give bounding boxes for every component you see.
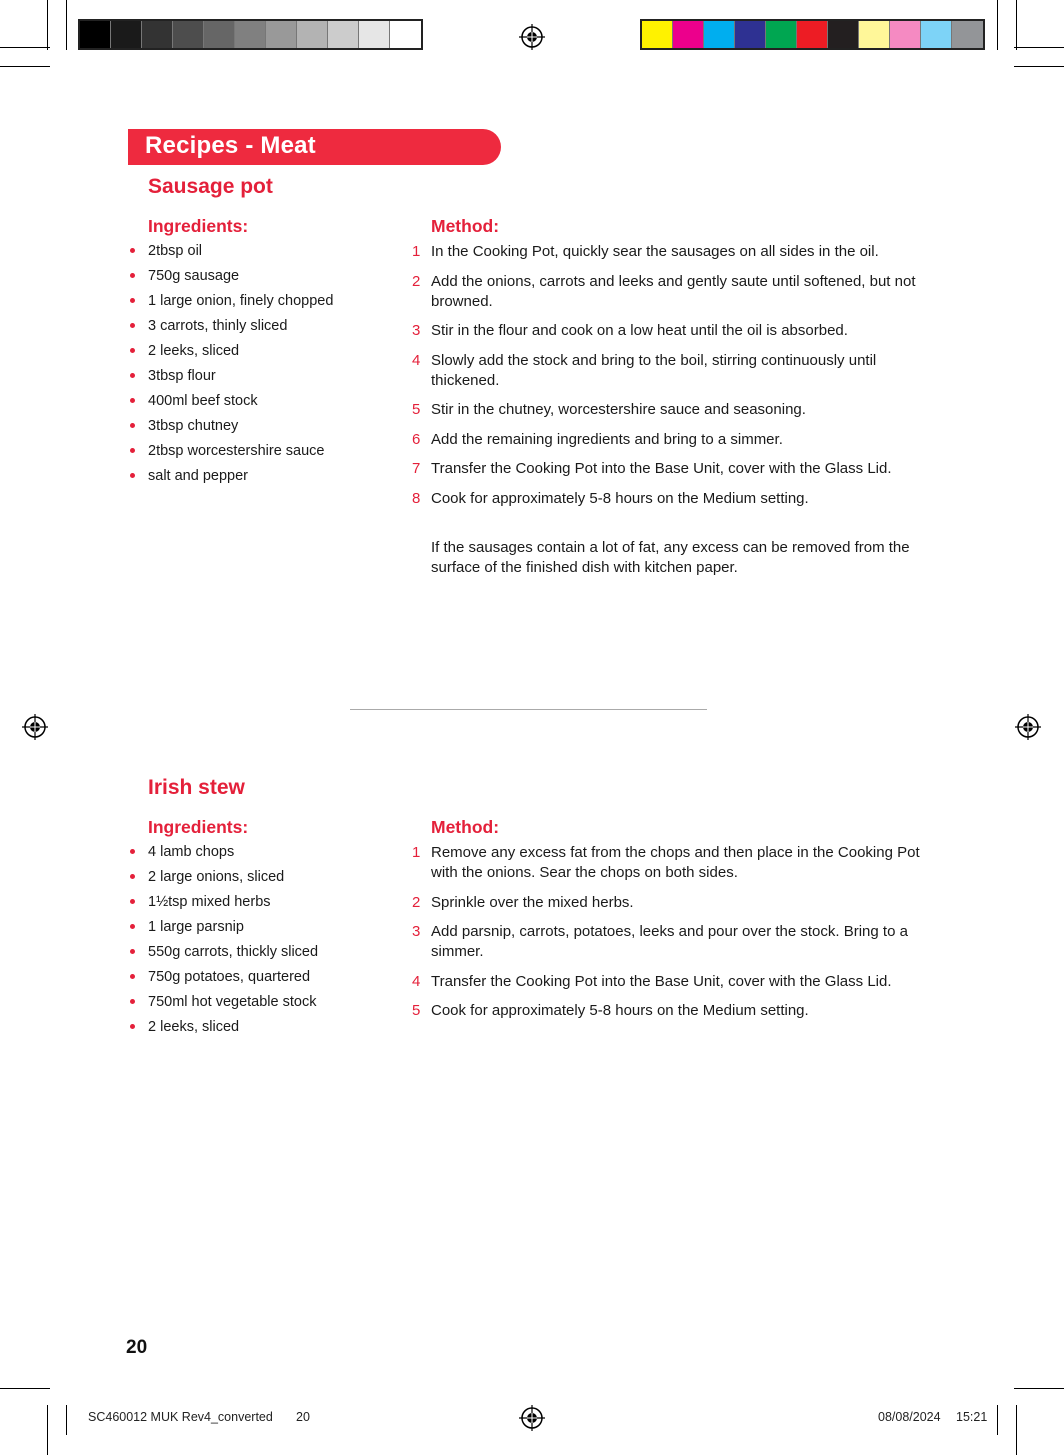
color-swatch [111,21,142,48]
step-number: 1 [412,243,421,260]
step-number: 2 [412,272,421,290]
crop-mark-tr-h [1014,47,1064,48]
step-text: Add the remaining ingredients and bring to a simmer. [431,430,783,448]
step-number: 5 [412,1002,421,1019]
color-swatch [797,21,828,48]
ingredients-heading: Ingredients: [148,216,249,236]
page-number: 20 [126,1337,148,1358]
ingredient-item: 750ml hot vegetable stock [128,993,318,1018]
footer-page: 20 [296,1410,310,1424]
registration-mark-icon [519,24,545,50]
color-swatch [297,21,328,48]
step-number: 8 [412,489,421,507]
crop-mark-br-v2 [997,1405,998,1435]
step-text: Transfer the Cooking Pot into the Base Unit, cover with the Glass Lid. [431,460,892,477]
step-text: Stir in the flour and cook on a low heat until the oil is absorbed. [431,322,848,339]
step-text: Sprinkle over the mixed herbs. [431,893,634,911]
color-swatch [204,21,235,48]
ingredient-item: 400ml beef stock [128,392,333,417]
color-swatch [890,21,921,48]
step-number: 5 [412,401,421,418]
step-text: Add the onions, carrots and leeks and gently saute until softened, but not browned. [431,272,916,310]
step-number: 3 [412,923,421,940]
color-swatch [704,21,735,48]
method-step [408,893,948,913]
process-color-bar [640,19,985,50]
crop-mark-bl-v2 [66,1405,67,1435]
crop-mark-bl-h [0,1388,50,1389]
step-number: 7 [412,460,421,477]
step-number: 2 [412,893,421,911]
color-swatch [766,21,797,48]
method-step [408,400,948,420]
section-title: Recipes - Meat [145,132,316,159]
recipe-divider [350,709,707,710]
footer-file-name: SC460012 MUK Rev4_converted [88,1410,273,1424]
color-swatch [235,21,266,48]
registration-mark-icon [22,714,48,740]
step-text: In the Cooking Pot, quickly sear the sausages on all sides in the oil. [431,243,879,260]
method-list [408,242,948,518]
method-heading: Method: [431,817,500,837]
step-text: Stir in the chutney, worcestershire sauce and seasoning. [431,401,806,418]
method-step [408,489,948,509]
color-swatch [859,21,890,48]
crop-mark-br-v [1016,1405,1017,1455]
method-heading: Method: [431,216,500,236]
crop-mark-tr-h2 [1014,66,1064,67]
method-step [408,242,948,262]
step-number: 4 [412,972,421,990]
ingredient-item: 2 leeks, sliced [128,342,333,367]
method-step [408,972,948,992]
crop-mark-br-h [1014,1388,1064,1389]
ingredients-heading: Ingredients: [148,817,249,837]
color-swatch [266,21,297,48]
color-swatch [952,21,983,48]
method-step [408,430,948,450]
step-text: Cook for approximately 5-8 hours on the Medium setting. [431,489,809,507]
color-swatch [173,21,204,48]
ingredient-item: 550g carrots, thickly sliced [128,943,318,968]
step-text: Add parsnip, carrots, potatoes, leeks and pour over the stock. Bring to a simmer. [431,923,908,960]
crop-mark-tr-v [1016,0,1017,50]
method-step [408,321,948,341]
step-text: Transfer the Cooking Pot into the Base Unit, cover with the Glass Lid. [431,972,892,990]
crop-mark-tl-v [47,0,48,50]
ingredient-item: 2 leeks, sliced [128,1018,318,1043]
color-swatch [828,21,859,48]
ingredients-list [128,242,333,492]
footer-date: 08/08/2024 [878,1410,941,1424]
method-step [408,272,948,312]
method-step [408,351,948,391]
ingredient-item: 750g sausage [128,267,333,292]
footer-time: 15:21 [956,1410,988,1424]
crop-mark-tr-v2 [997,0,998,50]
ingredient-item: 2tbsp oil [128,242,333,267]
color-swatch [921,21,952,48]
step-number: 6 [412,430,421,448]
color-swatch [735,21,766,48]
ingredients-list [128,843,318,1043]
step-number: 3 [412,322,421,339]
color-swatch [142,21,173,48]
registration-mark-icon [519,1405,545,1431]
grayscale-color-bar [78,19,423,50]
color-swatch [642,21,673,48]
method-step [408,843,948,883]
ingredient-item: 1 large onion, finely chopped [128,292,333,317]
color-swatch [673,21,704,48]
ingredient-item: 4 lamb chops [128,843,318,868]
section-banner [128,129,501,165]
ingredient-item: 3tbsp flour [128,367,333,392]
registration-mark-icon [1015,714,1041,740]
step-number: 4 [412,351,421,369]
crop-mark-tl-v2 [66,0,67,50]
color-swatch [390,21,421,48]
step-text: Slowly add the stock and bring to the boil, stirring continuously until thickened. [431,351,877,389]
ingredient-item: 750g potatoes, quartered [128,968,318,993]
ingredient-item: 3 carrots, thinly sliced [128,317,333,342]
method-list [408,843,948,1031]
color-swatch [328,21,359,48]
crop-mark-tl-h2 [0,66,50,67]
recipe-title: Sausage pot [148,175,273,198]
ingredient-item: 2 large onions, sliced [128,868,318,893]
ingredient-item: 2tbsp worcestershire sauce [128,442,333,467]
step-number: 1 [412,844,421,861]
recipe-title: Irish stew [148,776,245,799]
ingredient-item: salt and pepper [128,467,333,492]
ingredient-item: 3tbsp chutney [128,417,333,442]
crop-mark-bl-v [47,1405,48,1455]
method-step [408,459,948,479]
ingredient-item: 1 large parsnip [128,918,318,943]
method-step [408,1001,948,1021]
step-text: Remove any excess fat from the chops and then place in the Cooking Pot with the onions. Sear the chops on both sides. [431,844,920,881]
color-swatch [80,21,111,48]
color-swatch [359,21,390,48]
ingredient-item: 1½tsp mixed herbs [128,893,318,918]
crop-mark-tl-h [0,47,50,48]
step-text: Cook for approximately 5-8 hours on the Medium setting. [431,1002,809,1019]
recipe-note: If the sausages contain a lot of fat, any excess can be removed from the surface of the finished dish with kitchen paper. [431,539,910,576]
method-step [408,922,948,962]
